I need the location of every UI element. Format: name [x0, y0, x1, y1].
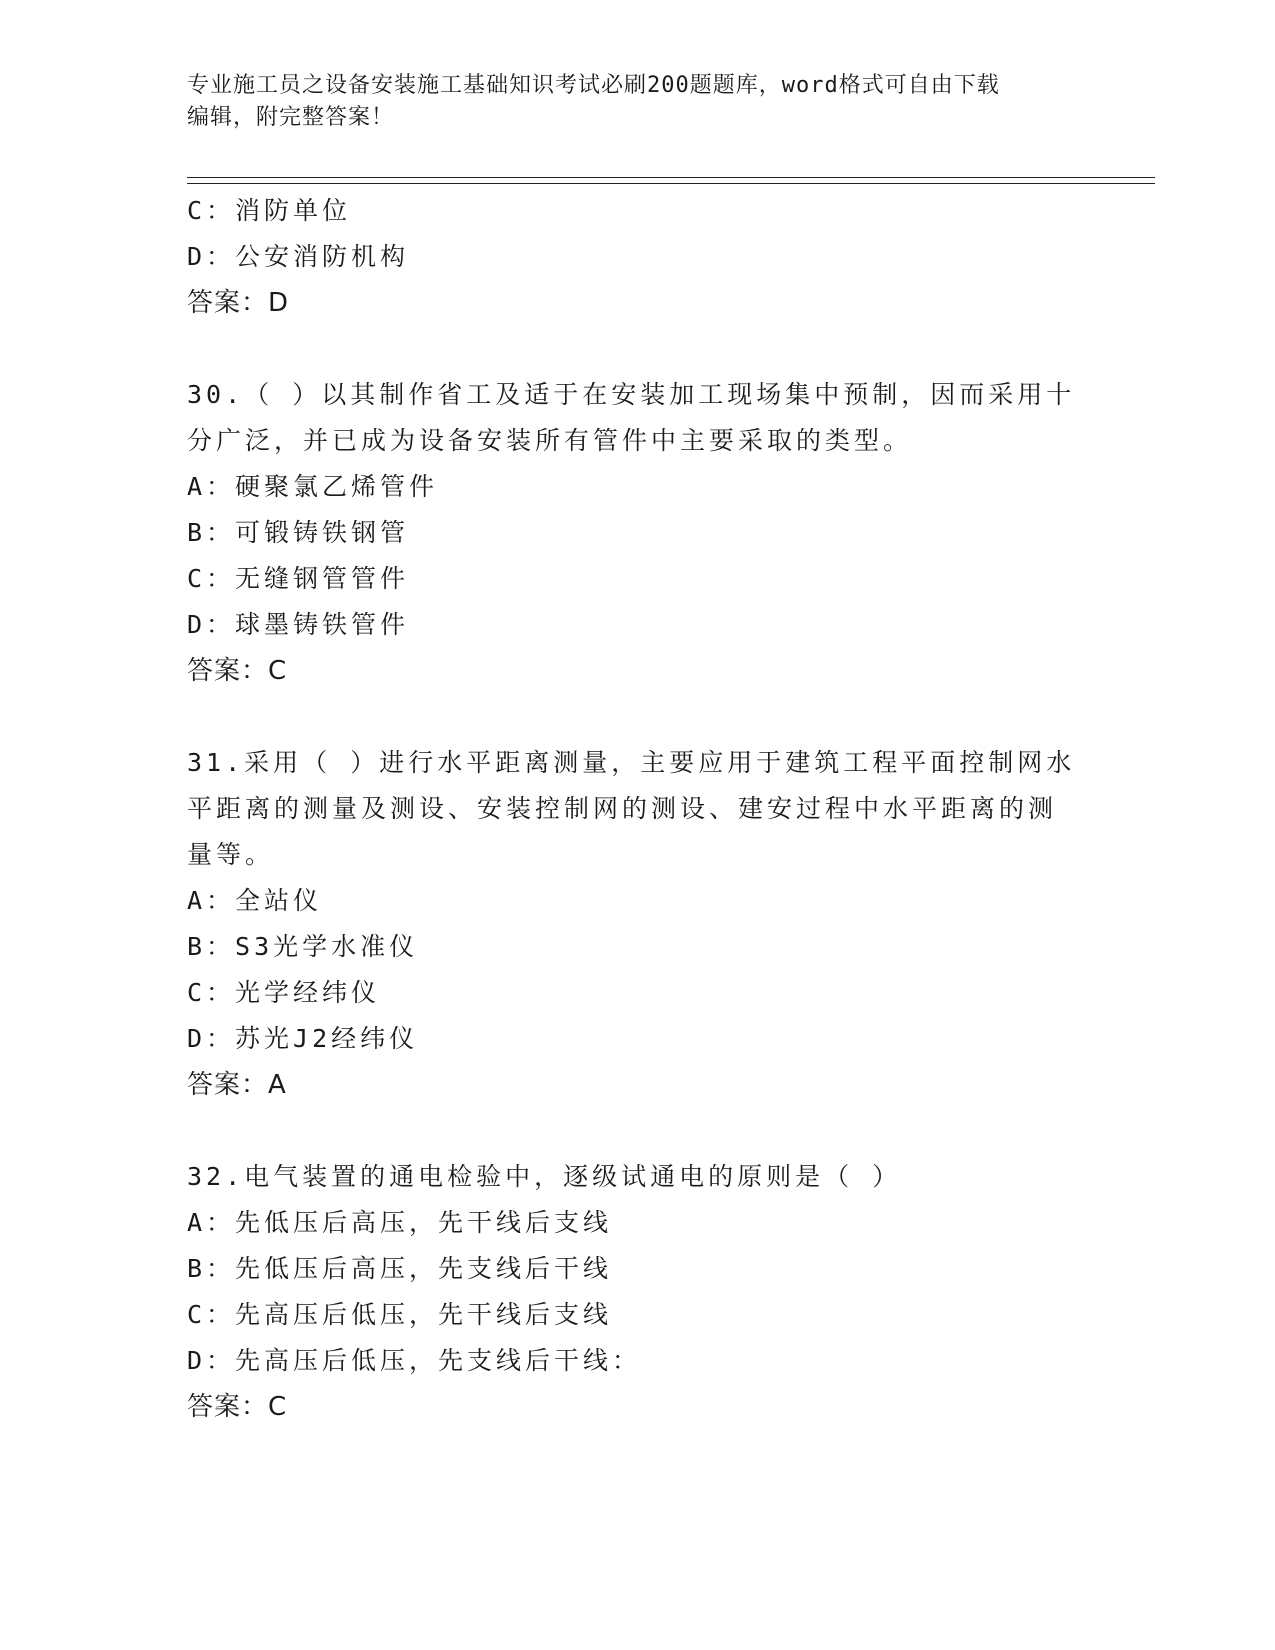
question-text: 30.（ ）以其制作省工及适于在安装加工现场集中预制，因而采用十 [187, 380, 1076, 409]
option-d: D：公安消防机构 [187, 242, 410, 271]
option-b: B：可锻铸铁钢管 [187, 518, 410, 547]
option-c: C：光学经纬仪 [187, 978, 381, 1007]
header-line-2: 编辑，附完整答案！ [187, 105, 395, 130]
answer: 答案：A [187, 1070, 287, 1100]
question-30 [187, 372, 1076, 694]
answer: 答案：D [187, 288, 290, 318]
option-c: C：先高压后低压，先干线后支线 [187, 1300, 613, 1329]
question-text: 量等。 [187, 840, 275, 869]
answer: 答案：C [187, 656, 288, 686]
header-line-1: 专业施工员之设备安装施工基础知识考试必刷200题题库，word格式可自由下载 [187, 73, 1000, 98]
answer: 答案：C [187, 1392, 288, 1422]
question-text: 32.电气装置的通电检验中，逐级试通电的原则是（ ） [187, 1162, 902, 1191]
option-d: D：球墨铸铁管件 [187, 610, 410, 639]
question-text: 平距离的测量及测设、安装控制网的测设、建安过程中水平距离的测 [187, 794, 1058, 823]
option-b: B：S3光学水准仪 [187, 932, 419, 961]
option-a: A：先低压后高压，先干线后支线 [187, 1208, 613, 1237]
spacer [187, 326, 1067, 372]
spacer [187, 694, 1067, 740]
document-body [187, 188, 1076, 1430]
option-a: A：硬聚氯乙烯管件 [187, 472, 439, 501]
header-divider-top [187, 177, 1155, 178]
question-32 [187, 1154, 1067, 1430]
option-d: D：苏光J2经纬仪 [187, 1024, 419, 1053]
option-c: C：消防单位 [187, 196, 352, 225]
question-text: 分广泛，并已成为设备安装所有管件中主要采取的类型。 [187, 426, 913, 455]
option-c: C：无缝钢管管件 [187, 564, 410, 593]
option-a: A：全站仪 [187, 886, 323, 915]
question-text: 31.采用（ ）进行水平距离测量，主要应用于建筑工程平面控制网水 [187, 748, 1076, 777]
document-header [187, 70, 1067, 134]
spacer [187, 1108, 1067, 1154]
question-29-tail [187, 188, 1067, 326]
header-divider-bottom [187, 183, 1155, 184]
option-d: D：先高压后低压，先支线后干线： [187, 1346, 642, 1375]
question-31 [187, 740, 1076, 1108]
option-b: B：先低压后高压，先支线后干线 [187, 1254, 613, 1283]
